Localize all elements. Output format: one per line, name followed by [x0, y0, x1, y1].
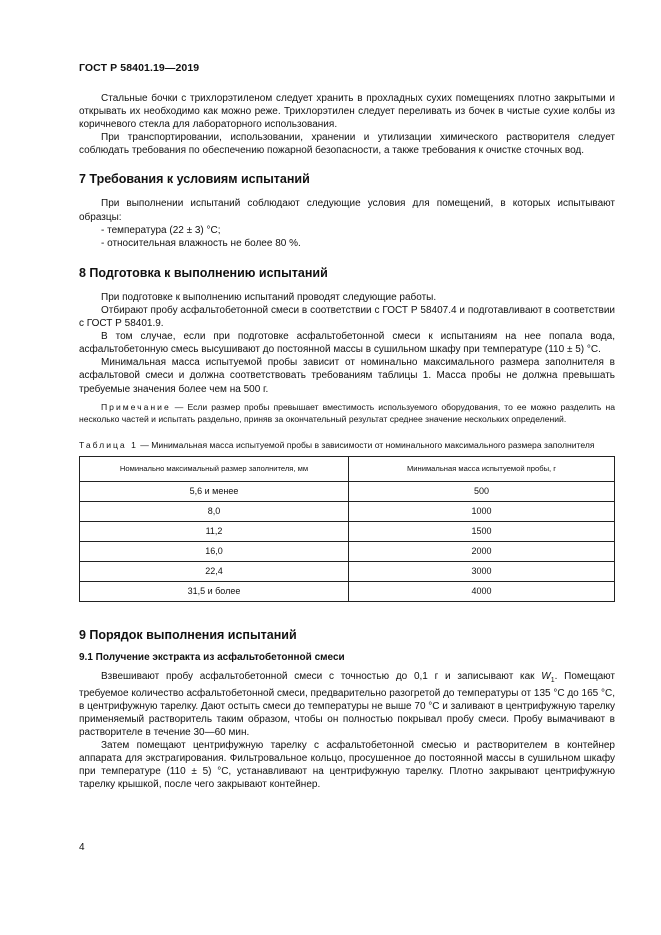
- subsection9-1-heading: 9.1 Получение экстракта из асфальтобетонной смеси: [79, 651, 345, 663]
- section8-note: [79, 401, 615, 425]
- cell-mass: 1500: [349, 521, 615, 541]
- section8-paragraph-2: Отбирают пробу асфальтобетонной смеси в соответствии с ГОСТ Р 58407.4 и подготавливают в соответствии с ГОСТ Р 58401.9.: [79, 304, 615, 330]
- table-row: [80, 501, 615, 521]
- cell-size: 8,0: [80, 501, 349, 521]
- section9-paragraph-2: Затем помещают центрифужную тарелку с асфальтобетонной смесью и растворителем в контейнер аппарата для экстрагирования. Фильтровальное кольцо, просушенное до постоянной массы в сушильном шкафу при температуре (110 ± 5) °С, устанавливают на центрифужную тарелку. Плотно закрывают центрифужную тарелку крышкой, после чего закрывают контейнер.: [79, 740, 615, 791]
- section8-heading: 8 Подготовка к выполнению испытаний: [79, 265, 328, 280]
- table-header-mass: Минимальная масса испытуемой пробы, г: [349, 456, 615, 481]
- section8-paragraph-3: В том случае, если при подготовке асфальтобетонной смеси к испытаниям на нее попала вода, асфальтобетонную смесь высушивают до постоянной массы в сушильном шкафу при температуре (110 ± 5) °С.: [79, 331, 615, 356]
- section8-paragraph-1: При подготовке к выполнению испытаний проводят следующие работы.: [101, 291, 437, 303]
- page-number: 4: [79, 842, 85, 853]
- table-header-row: [80, 456, 615, 481]
- table-row: [80, 541, 615, 561]
- section8-paragraph-4: Минимальная масса испытуемой пробы зависит от номинально максимального размера заполнителя в асфальтовой смеси и должна соответствовать требованиям таблицы 1. Масса пробы не должна превышать требуемые значения более чем на 500 г.: [79, 357, 615, 395]
- table1-caption-label: Таблица 1: [79, 439, 138, 450]
- table-header-size: Номинально максимальный размер заполнителя, мм: [80, 456, 349, 481]
- cell-mass: 4000: [349, 581, 615, 601]
- cell-size: 22,4: [80, 561, 349, 581]
- cell-size: 5,6 и менее: [80, 481, 349, 501]
- section6-paragraph-1: Стальные бочки с трихлорэтиленом следует хранить в прохладных сухих помещениях плотно закрытыми и открывать их необходимо как можно реже. Трихлорэтилен следует переливать из бочек в чистые сухие колбы из коричневого стекла для лабораторного использования.: [79, 93, 615, 131]
- section7-heading: 7 Требования к условиям испытаний: [79, 172, 310, 187]
- note-label: Примечание: [101, 401, 171, 412]
- cell-size: 16,0: [80, 541, 349, 561]
- table1-caption-text: — Минимальная масса испытуемой пробы в зависимости от номинального максимального размера заполнителя: [137, 439, 595, 450]
- cell-size: 31,5 и более: [80, 581, 349, 601]
- section7-item-humidity: - относительная влажность не более 80 %.: [101, 237, 301, 249]
- table-row: [80, 581, 615, 601]
- cell-mass: 1000: [349, 501, 615, 521]
- cell-mass: 2000: [349, 541, 615, 561]
- cell-mass: 3000: [349, 561, 615, 581]
- p1-text-a: Взвешивают пробу асфальтобетонной смеси с точностью до 0,1 г и записывают как: [101, 670, 542, 682]
- table1-caption: [79, 439, 615, 451]
- table-row: [80, 481, 615, 501]
- table1: [79, 456, 615, 602]
- section7-item-temperature: - температура (22 ± 3) °С;: [101, 224, 221, 236]
- section7-intro: При выполнении испытаний соблюдают следующие условия для помещений, в которых испытывают образцы:: [79, 198, 615, 223]
- document-header: ГОСТ Р 58401.19—2019: [79, 62, 200, 74]
- p1-text-b: . Помещают требуемое количество асфальтобетонной смеси, предварительно разогретой до температуры от 135 °С до 165 °С, в центрифужную тарелку. Дают остыть смеси до температуры не выше 70 °С и заливают в центрифужную тарелку применяемый растворитель таким образом, чтобы он полностью покрывал пробу смеси. Пробу вымачивают в растворителе в течение 30—60 мин.: [79, 670, 616, 738]
- note-text: — Если размер пробы превышает вместимость используемого оборудования, то ее можно разделить на несколько частей и испытать раздельно, приняв за окончательный результат среднее значение нескольких определений.: [79, 401, 615, 424]
- table-row: [80, 521, 615, 541]
- mass-variable-subscript: 1: [550, 676, 555, 684]
- page-content: [79, 92, 615, 791]
- mass-variable: W: [541, 670, 551, 682]
- cell-mass: 500: [349, 481, 615, 501]
- table-row: [80, 561, 615, 581]
- section9-paragraph-1: [79, 670, 615, 739]
- section9-heading: 9 Порядок выполнения испытаний: [79, 627, 297, 642]
- cell-size: 11,2: [80, 521, 349, 541]
- section6-paragraph-2: При транспортировании, использовании, хранении и утилизации химического растворителя следует соблюдать требования по обеспечению пожарной безопасности, а также требования к очистке сточных вод.: [79, 132, 615, 157]
